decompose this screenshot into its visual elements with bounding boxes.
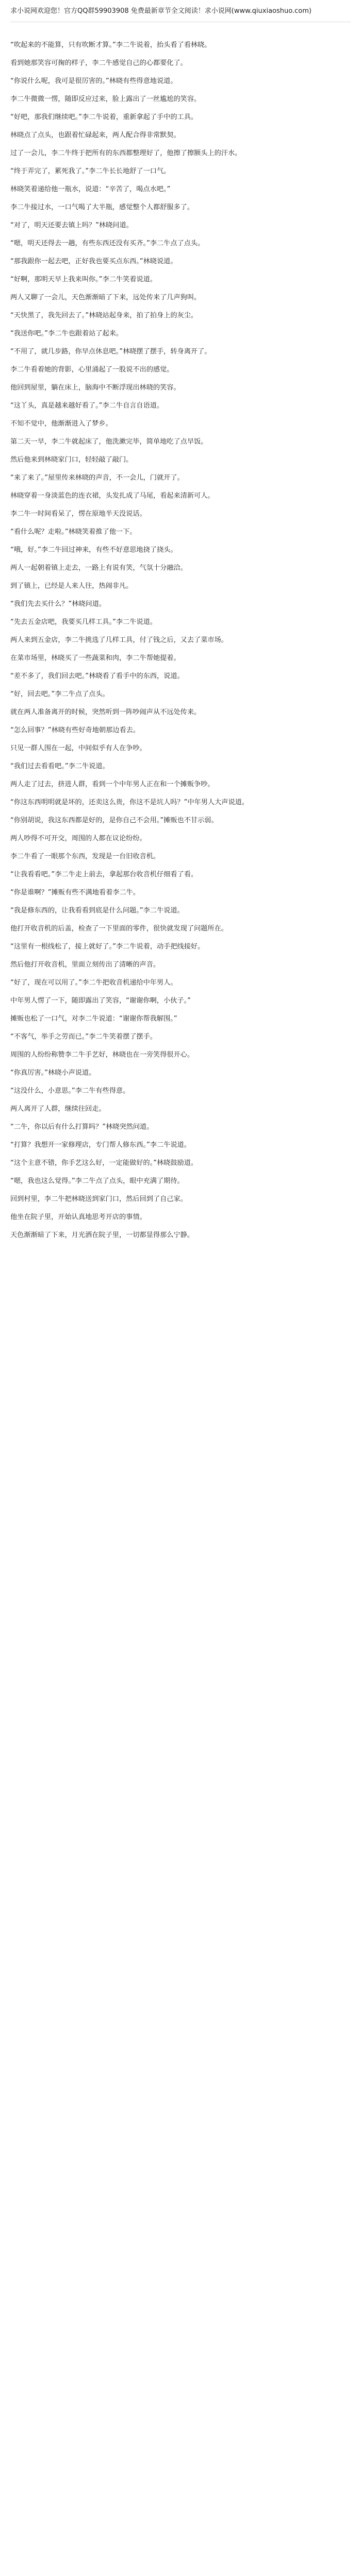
paragraph: “不客气，举手之劳而已。”李二牛笑着摆了摆手。 xyxy=(10,1033,157,1041)
paragraph: “这没什么，小意思。”李二牛有些得意。 xyxy=(10,1087,130,1095)
paragraph: 林晓穿着一身淡蓝色的连衣裙，头发扎成了马尾，看起来清新可人。 xyxy=(10,492,215,500)
paragraph: “打算？我想开一家修理店，专门帮人修东西。”李二牛说道。 xyxy=(10,1141,191,1149)
paragraph: 看到她那笑容可掬的样子，李二牛感觉自己的心都要化了。 xyxy=(10,59,187,67)
paragraph: 两人又聊了一会儿，天色渐渐暗了下来，远处传来了几声狗叫。 xyxy=(10,294,201,301)
paragraph: “这里有一根线松了，接上就好了。”李二牛说着，动手把线接好。 xyxy=(10,943,205,951)
paragraph: “差不多了，我们回去吧。”林晓看了看手中的东西，说道。 xyxy=(10,672,184,680)
paragraph: “嗯，明天还得去一趟，有些东西还没有买齐。”李二牛点了点头。 xyxy=(10,240,205,247)
paragraph: 李二牛一时间看呆了，愣在原地半天没说话。 xyxy=(10,510,146,518)
paragraph: “这丫头，真是越来越好看了。”李二牛自言自语道。 xyxy=(10,402,164,410)
paragraph: “天快黑了，我先回去了。”林晓站起身来，拍了拍身上的灰尘。 xyxy=(10,312,198,319)
paragraph: “让我看看吧。”李二牛走上前去，拿起那台收音机仔细看了看。 xyxy=(10,871,198,878)
paragraph: “嗯，我也这么觉得。”李二牛点了点头，眼中充满了期待。 xyxy=(10,1177,184,1185)
paragraph: “不用了，就几步路，你早点休息吧。”林晓摆了摆手，转身离开了。 xyxy=(10,348,211,355)
paragraph: 天色渐渐暗了下来，月光洒在院子里，一切都显得那么宁静。 xyxy=(10,1231,194,1239)
paragraph: 李二牛看着她的背影，心里涌起了一股说不出的感觉。 xyxy=(10,366,174,374)
paragraph: “终于弄完了，累死我了。”李二牛长长地舒了一口气。 xyxy=(10,167,171,175)
paragraph: 过了一会儿，李二牛终于把所有的东西都整理好了，他擦了擦额头上的汗水。 xyxy=(10,149,242,157)
paragraph: 在菜市场里，林晓买了一些蔬菜和肉，李二牛帮她提着。 xyxy=(10,654,180,662)
paragraph: 他坐在院子里，开始认真地思考开店的事情。 xyxy=(10,1213,146,1221)
paragraph: 两人离开了人群，继续往回走。 xyxy=(10,1105,106,1113)
paragraph: 他回到屋里，躺在床上，脑海中不断浮现出林晓的笑容。 xyxy=(10,384,180,392)
paragraph: “我们先去买什么？”林晓问道。 xyxy=(10,600,106,608)
paragraph: “好啊，那明天早上我来叫你。”李二牛笑着说道。 xyxy=(10,276,157,283)
article-body xyxy=(10,36,351,1244)
paragraph: 两人来到五金店，李二牛挑选了几样工具，付了钱之后，又去了菜市场。 xyxy=(10,636,228,644)
paragraph: 两人吵得不可开交，周围的人都在议论纷纷。 xyxy=(10,835,146,842)
paragraph: 李二牛接过水，一口气喝了大半瓶，感觉整个人都舒服多了。 xyxy=(10,204,194,211)
paragraph: “先去五金店吧，我要买几样工具。”李二牛说道。 xyxy=(10,618,157,626)
paragraph: 然后他来到林晓家门口，轻轻敲了敲门。 xyxy=(10,456,133,464)
paragraph: 第二天一早，李二牛就起床了，他洗漱完毕，简单地吃了点早饭。 xyxy=(10,438,208,446)
paragraph: “那我跟你一起去吧，正好我也要买点东西。”林晓说道。 xyxy=(10,258,177,265)
paragraph: “怎么回事？”林晓有些好奇地朝那边看去。 xyxy=(10,726,140,734)
paragraph: “你真厉害。”林晓小声说道。 xyxy=(10,1069,96,1077)
paragraph: “看什么呢？走啦。”林晓笑着推了他一下。 xyxy=(10,528,137,536)
paragraph: 李二牛微微一愣，随即反应过来，脸上露出了一丝尴尬的笑容。 xyxy=(10,95,201,103)
paragraph: “我是修东西的，让我看看到底是什么问题。”李二牛说道。 xyxy=(10,907,184,914)
paragraph: 林晓笑着递给他一瓶水，说道：“辛苦了，喝点水吧。” xyxy=(10,185,171,193)
paragraph: 摊贩也松了一口气，对李二牛说道：“谢谢你帮我解围。” xyxy=(10,1015,177,1023)
paragraph: “你别胡说，我这东西都是好的，是你自己不会用。”摊贩也不甘示弱。 xyxy=(10,817,218,824)
paragraph: 到了镇上，已经是人来人往，热闹非凡。 xyxy=(10,582,133,590)
paragraph: “哦，好。”李二牛回过神来，有些不好意思地挠了挠头。 xyxy=(10,546,177,554)
paragraph: “你这东西明明就是坏的，还卖这么贵，你这不是坑人吗？”中年男人大声说道。 xyxy=(10,799,249,806)
paragraph: “好了，现在可以用了。”李二牛把收音机递给中年男人。 xyxy=(10,979,177,987)
paragraph: “二牛，你以后有什么打算吗？”林晓突然问道。 xyxy=(10,1123,154,1131)
paragraph: 李二牛看了一眼那个东西，发现是一台旧收音机。 xyxy=(10,853,160,860)
site-header: 求小说网欢迎您！官方QQ群59903908 免费最新章节全文阅读！求小说网(www.qiuxiaoshuo.com) xyxy=(10,7,311,15)
paragraph: 然后他打开收音机，里面立刻传出了清晰的声音。 xyxy=(10,961,160,969)
paragraph: “你说什么呢，我可是很厉害的。”林晓有些得意地说道。 xyxy=(10,77,177,85)
paragraph: 周围的人纷纷称赞李二牛手艺好，林晓也在一旁笑得很开心。 xyxy=(10,1051,194,1059)
paragraph: 两人走了过去，挤进人群，看到一个中年男人正在和一个摊贩争吵。 xyxy=(10,781,215,788)
paragraph: “我们过去看看吧。”李二牛说道。 xyxy=(10,762,109,770)
paragraph: “吹起来的不能算，只有吹断才算。”李二牛说着，抬头看了看林晓。 xyxy=(10,41,211,49)
paragraph: “我送你吧。”李二牛也跟着站了起来。 xyxy=(10,330,123,337)
paragraph: “好吧，那我们继续吧。”李二牛说着，重新拿起了手中的工具。 xyxy=(10,113,198,121)
paragraph: 林晓点了点头，也跟着忙碌起来，两人配合得非常默契。 xyxy=(10,131,180,139)
paragraph: “对了，明天还要去镇上吗？”林晓问道。 xyxy=(10,222,133,229)
paragraph: “好，回去吧。”李二牛点了点头。 xyxy=(10,690,109,698)
paragraph: 就在两人准备离开的时候，突然听到一阵吵闹声从不远处传来。 xyxy=(10,708,201,716)
paragraph: 他打开收音机的后盖，检查了一下里面的零件，很快就发现了问题所在。 xyxy=(10,925,228,933)
paragraph: “来了来了。”屋里传来林晓的声音，不一会儿，门就开了。 xyxy=(10,474,184,482)
paragraph: 只见一群人围在一起，中间似乎有人在争吵。 xyxy=(10,744,146,752)
paragraph: 不知不觉中，他渐渐进入了梦乡。 xyxy=(10,420,112,428)
paragraph: “这个主意不错，你手艺这么好，一定能做好的。”林晓鼓励道。 xyxy=(10,1159,198,1167)
paragraph: 两人一起朝着镇上走去，一路上有说有笑，气氛十分融洽。 xyxy=(10,564,187,572)
paragraph: 中年男人愣了一下，随即露出了笑容，“谢谢你啊，小伙子。” xyxy=(10,997,191,1005)
paragraph: 回到村里，李二牛把林晓送到家门口，然后回到了自己家。 xyxy=(10,1195,187,1203)
paragraph: “你是谁啊？”摊贩有些不满地看着李二牛。 xyxy=(10,889,140,896)
